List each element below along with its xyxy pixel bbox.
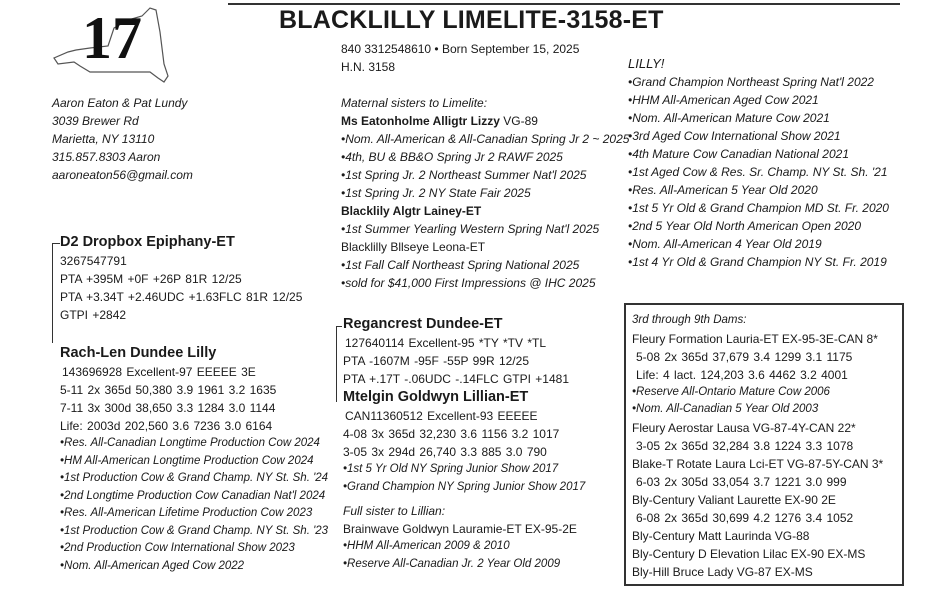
- dam-5-record: 6-03 2x 305d 33,054 3.7 1221 3.0 999: [636, 474, 847, 489]
- dam-3-record: Life: 4 lact. 124,203 3.6 4462 3.2 4001: [636, 367, 848, 382]
- dam-section: [60, 344, 328, 575]
- dam-3-name: Fleury Formation Lauria-ET EX-95-3E-CAN 8*: [632, 331, 878, 346]
- granddam-record: 3-05 3x 294d 26,740 3.3 885 3.0 790: [343, 445, 547, 459]
- full-sister-section: [343, 502, 577, 573]
- maternal-heading: Maternal sisters to Limelite:: [341, 96, 488, 110]
- lilly-heading: LILLY!: [628, 56, 665, 71]
- dam-6-record: 6-08 2x 365d 30,699 4.2 1276 3.4 1052: [636, 510, 854, 525]
- sire-line: PTA +395M +0F +26P 81R 12/25: [60, 272, 242, 286]
- dam-4-name: Fleury Aerostar Lausa VG-87-4Y-CAN 22*: [632, 420, 856, 435]
- contact-line: 315.857.8303 Aaron: [52, 150, 161, 164]
- list-item: •1st Summer Yearling Western Spring Nat'l 2025: [341, 222, 600, 236]
- list-item: •1st Production Cow & Grand Champ. NY St. Sh. '23: [60, 524, 329, 537]
- sister-3-name: Blacklilly Bllseye Leona-ET: [341, 240, 486, 254]
- list-item: •1st 5 Yr Old & Grand Champion MD St. Fr. 2020: [628, 201, 889, 215]
- list-item: •1st Spring Jr. 2 NY State Fair 2025: [341, 186, 531, 200]
- dam-name: Rach-Len Dundee Lilly: [60, 345, 217, 361]
- animal-info: [341, 40, 579, 76]
- list-item: •4th, BU & BB&O Spring Jr 2 RAWF 2025: [341, 150, 563, 164]
- contact-line: 3039 Brewer Rd: [52, 114, 139, 128]
- mgs-section: [343, 315, 569, 388]
- dam-7-name: Bly-Century Matt Laurinda VG-88: [632, 528, 810, 543]
- granddam-section: [343, 388, 585, 496]
- registration-line: 840 3312548610 • Born September 15, 2025: [341, 42, 580, 56]
- dam-3-record: 5-08 2x 365d 37,679 3.4 1299 3.1 1175: [636, 349, 853, 364]
- list-item: •1st Production Cow & Grand Champ. NY St. Sh. '24: [60, 472, 329, 484]
- list-item: •Nom. All-American 4 Year Old 2019: [628, 237, 822, 251]
- mgs-line: PTA +.17T -.06UDC -.14FLC GTPI +1481: [343, 372, 569, 386]
- sister-1-name-line: [341, 112, 629, 130]
- sister-1-score: VG-89: [499, 114, 538, 128]
- list-item: •1st Spring Jr. 2 Northeast Summer Nat'l 2025: [341, 168, 587, 182]
- list-item: •Nom. All-American & All-Canadian Spring Jr 2 ~ 2025: [341, 132, 630, 146]
- dam-4-record: 3-05 2x 365d 32,284 3.8 1224 3.3 1078: [636, 438, 854, 453]
- mgs-name: Regancrest Dundee-ET: [343, 316, 503, 332]
- list-item: •Grand Champion NY Spring Junior Show 2017: [343, 480, 586, 493]
- list-item: •3rd Aged Cow International Show 2021: [628, 129, 841, 143]
- dams-heading: 3rd through 9th Dams:: [632, 314, 747, 326]
- granddam-record: 4-08 3x 365d 32,230 3.6 1156 3.2 1017: [343, 427, 560, 441]
- list-item: •Nom. All-Canadian 5 Year Old 2003: [632, 403, 819, 415]
- granddam-name: Mtelgin Goldwyn Lillian-ET: [343, 389, 529, 405]
- lot-number: 17: [82, 5, 142, 71]
- full-sister-name: Brainwave Goldwyn Lauramie-ET EX-95-2E: [343, 522, 577, 536]
- list-item: •sold for $41,000 First Impressions @ IHC 2025: [341, 276, 596, 290]
- sire-bracket: [52, 243, 60, 343]
- list-item: •Grand Champion Northeast Spring Nat'l 2022: [628, 75, 874, 89]
- mgs-line: 127640114 Excellent-95 *TY *TV *TL: [345, 336, 547, 350]
- sire-section: [60, 233, 302, 324]
- sire-name: D2 Dropbox Epiphany-ET: [60, 234, 235, 250]
- dam-9-name: Bly-Hill Bruce Lady VG-87 EX-MS: [632, 564, 813, 579]
- list-item: •1st 5 Yr Old NY Spring Junior Show 2017: [343, 463, 559, 475]
- list-item: •Nom. All-American Aged Cow 2022: [60, 559, 245, 572]
- lilly-section: [628, 55, 889, 271]
- list-item: •2nd Production Cow International Show 2023: [60, 542, 295, 554]
- contact-block: [52, 94, 193, 184]
- list-item: •HHM All-American Aged Cow 2021: [628, 93, 819, 107]
- dam-5-name: Blake-T Rotate Laura Lci-ET VG-87-5Y-CAN 3*: [632, 456, 884, 471]
- top-rule: [228, 3, 900, 5]
- full-sister-heading: Full sister to Lillian:: [343, 504, 446, 518]
- mgs-bracket: [336, 326, 342, 402]
- list-item: •4th Mature Cow Canadian National 2021: [628, 147, 850, 161]
- list-item: •Reserve All-Canadian Jr. 2 Year Old 2009: [343, 557, 561, 570]
- sister-1-name: Ms Eatonholme Alligtr Lizzy: [341, 114, 500, 128]
- list-item: •1st Aged Cow & Res. Sr. Champ. NY St. Sh. '21: [628, 165, 888, 179]
- sire-line: GTPI +2842: [60, 308, 127, 322]
- dam-record: 5-11 2x 365d 50,380 3.9 1961 3.2 1635: [60, 383, 277, 397]
- list-item: •2nd 5 Year Old North American Open 2020: [628, 219, 862, 233]
- sire-line: PTA +3.34T +2.46UDC +1.63FLC 81R 12/25: [60, 290, 303, 304]
- sister-2-name: Blacklily Algtr Lainey-ET: [341, 204, 482, 218]
- list-item: •Nom. All-American Mature Cow 2021: [628, 111, 830, 125]
- list-item: •HHM All-American 2009 & 2010: [343, 540, 510, 552]
- list-item: •Res. All-American Lifetime Production Cow 2023: [60, 507, 313, 519]
- list-item: •Res. All-American 5 Year Old 2020: [628, 183, 818, 197]
- list-item: •2nd Longtime Production Cow Canadian Nat'l 2024: [60, 489, 326, 502]
- herd-number: H.N. 3158: [341, 60, 396, 74]
- list-item: •HM All-American Longtime Production Cow 2024: [60, 454, 314, 467]
- list-item: •1st Fall Calf Northeast Spring National 2025: [341, 258, 580, 272]
- sire-line: 3267547791: [60, 254, 127, 268]
- contact-email: aaroneaton56@gmail.com: [52, 168, 193, 182]
- granddam-registration: CAN11360512 Excellent-93 EEEEE: [345, 409, 538, 423]
- list-item: •Reserve All-Ontario Mature Cow 2006: [632, 385, 830, 398]
- dam-record: Life: 2003d 202,560 3.6 7236 3.0 6164: [60, 419, 273, 433]
- mgs-line: PTA -1607M -95F -55P 99R 12/25: [343, 354, 529, 368]
- list-item: •1st 4 Yr Old & Grand Champion NY St. Fr. 2019: [628, 255, 887, 269]
- dams-box-content: [632, 312, 883, 581]
- page-title: BLACKLILLY LIMELITE-3158-ET: [279, 6, 664, 34]
- dam-registration: 143696928 Excellent-97 EEEEE 3E: [62, 365, 256, 379]
- contact-line: Marietta, NY 13110: [52, 132, 155, 146]
- contact-line: Aaron Eaton & Pat Lundy: [52, 96, 188, 110]
- dam-8-name: Bly-Century D Elevation Lilac EX-90 EX-MS: [632, 546, 866, 561]
- list-item: •Res. All-Canadian Longtime Production Cow 2024: [60, 437, 320, 449]
- maternal-sisters-section: [341, 94, 629, 292]
- dam-6-name: Bly-Century Valiant Laurette EX-90 2E: [632, 492, 836, 507]
- dam-record: 7-11 3x 300d 38,650 3.3 1284 3.0 1144: [60, 401, 276, 415]
